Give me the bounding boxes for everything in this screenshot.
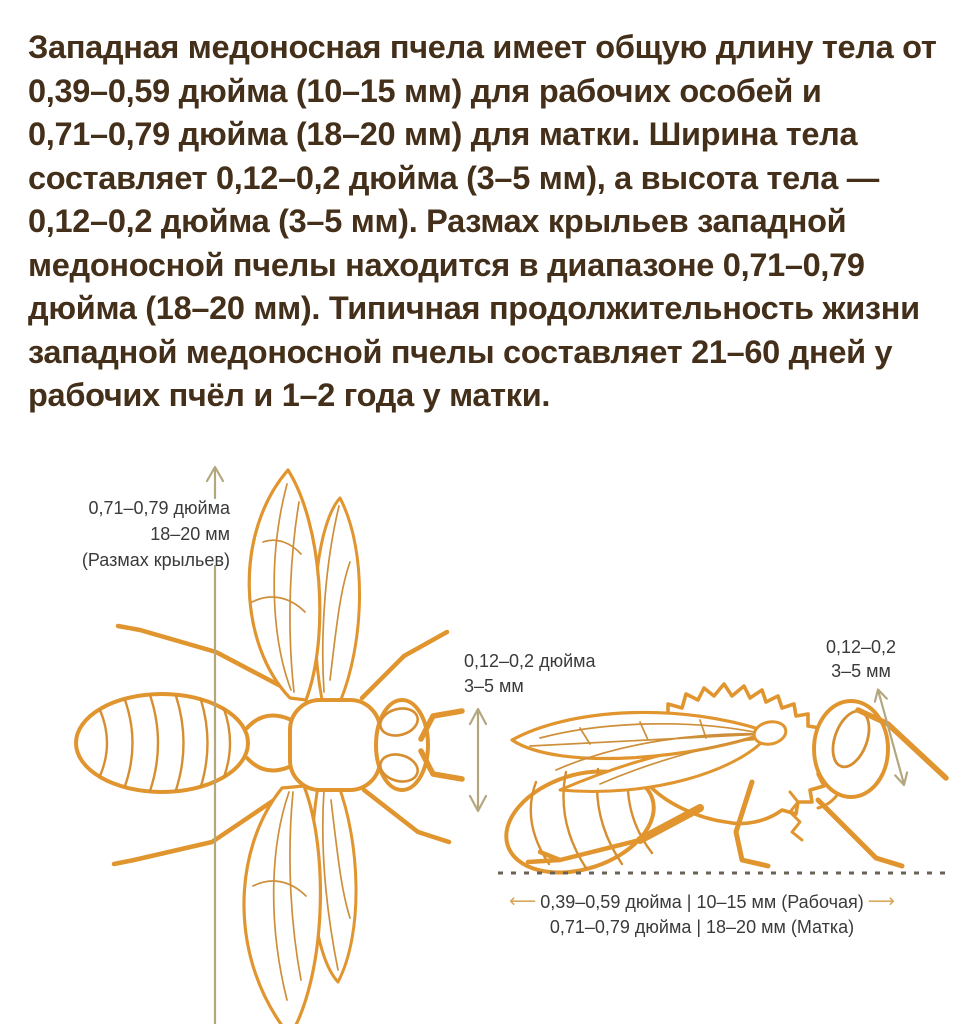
- wingspan-inches: 0,71–0,79 дюйма: [88, 498, 230, 518]
- wingspan-label: [82, 495, 230, 573]
- bee-side-front-leg: [818, 800, 902, 866]
- paragraph-line: медоносной пчелы находится в диапазоне 0,71–0,79: [28, 246, 865, 283]
- paragraph-line: западной медоносной пчелы составляет 21–60 дней у: [28, 333, 893, 370]
- wingspan-caption: (Размах крыльев): [81, 550, 230, 570]
- left-arrow-icon: ⟵: [509, 890, 537, 912]
- height-mm: 3–5 мм: [831, 661, 891, 681]
- bee-top-hindwing-upper: [315, 498, 360, 702]
- body-width-label: [464, 649, 596, 699]
- paragraph-line: составляет 0,12–0,2 дюйма (3–5 мм), а высота тела —: [28, 159, 879, 196]
- bee-side-view-illustration: [493, 684, 946, 890]
- wingspan-mm: 18–20 мм: [150, 524, 230, 544]
- body-height-label: [791, 635, 931, 683]
- description-paragraph: [28, 26, 953, 418]
- right-arrow-icon: ⟶: [867, 890, 895, 912]
- length-worker-line: [462, 890, 942, 915]
- length-worker-text: 0,39–0,59 дюйма | 10–15 мм (Рабочая): [540, 892, 864, 912]
- paragraph-line: 0,71–0,79 дюйма (18–20 мм) для матки. Ширина тела: [28, 116, 858, 152]
- bee-top-abdomen: [76, 694, 248, 792]
- bee-top-waist: [247, 716, 289, 771]
- width-mm: 3–5 мм: [464, 676, 524, 696]
- width-inches: 0,12–0,2 дюйма: [464, 651, 596, 671]
- bee-top-forewing-upper: [249, 470, 320, 700]
- bee-top-thorax: [290, 700, 380, 790]
- bee-top-forewing-lower: [244, 786, 320, 1024]
- paragraph-line: 0,39–0,59 дюйма (10–15 мм) для рабочих особей и: [28, 72, 822, 109]
- height-inches: 0,12–0,2: [825, 637, 897, 657]
- length-queen-text: 0,71–0,79 дюйма | 18–20 мм (Матка): [549, 917, 855, 937]
- paragraph-line: Западная медоносная пчела имеет общую длину тела от: [28, 29, 937, 65]
- body-width-arrow: [470, 709, 486, 811]
- paragraph-line: дюйма (18–20 мм). Типичная продолжительность жизни: [28, 290, 920, 326]
- body-length-label: [462, 890, 942, 940]
- paragraph-line: 0,12–0,2 дюйма (3–5 мм). Размах крыльев западной: [28, 203, 847, 239]
- paragraph-line: рабочих пчёл и 1–2 года у матки.: [28, 377, 551, 413]
